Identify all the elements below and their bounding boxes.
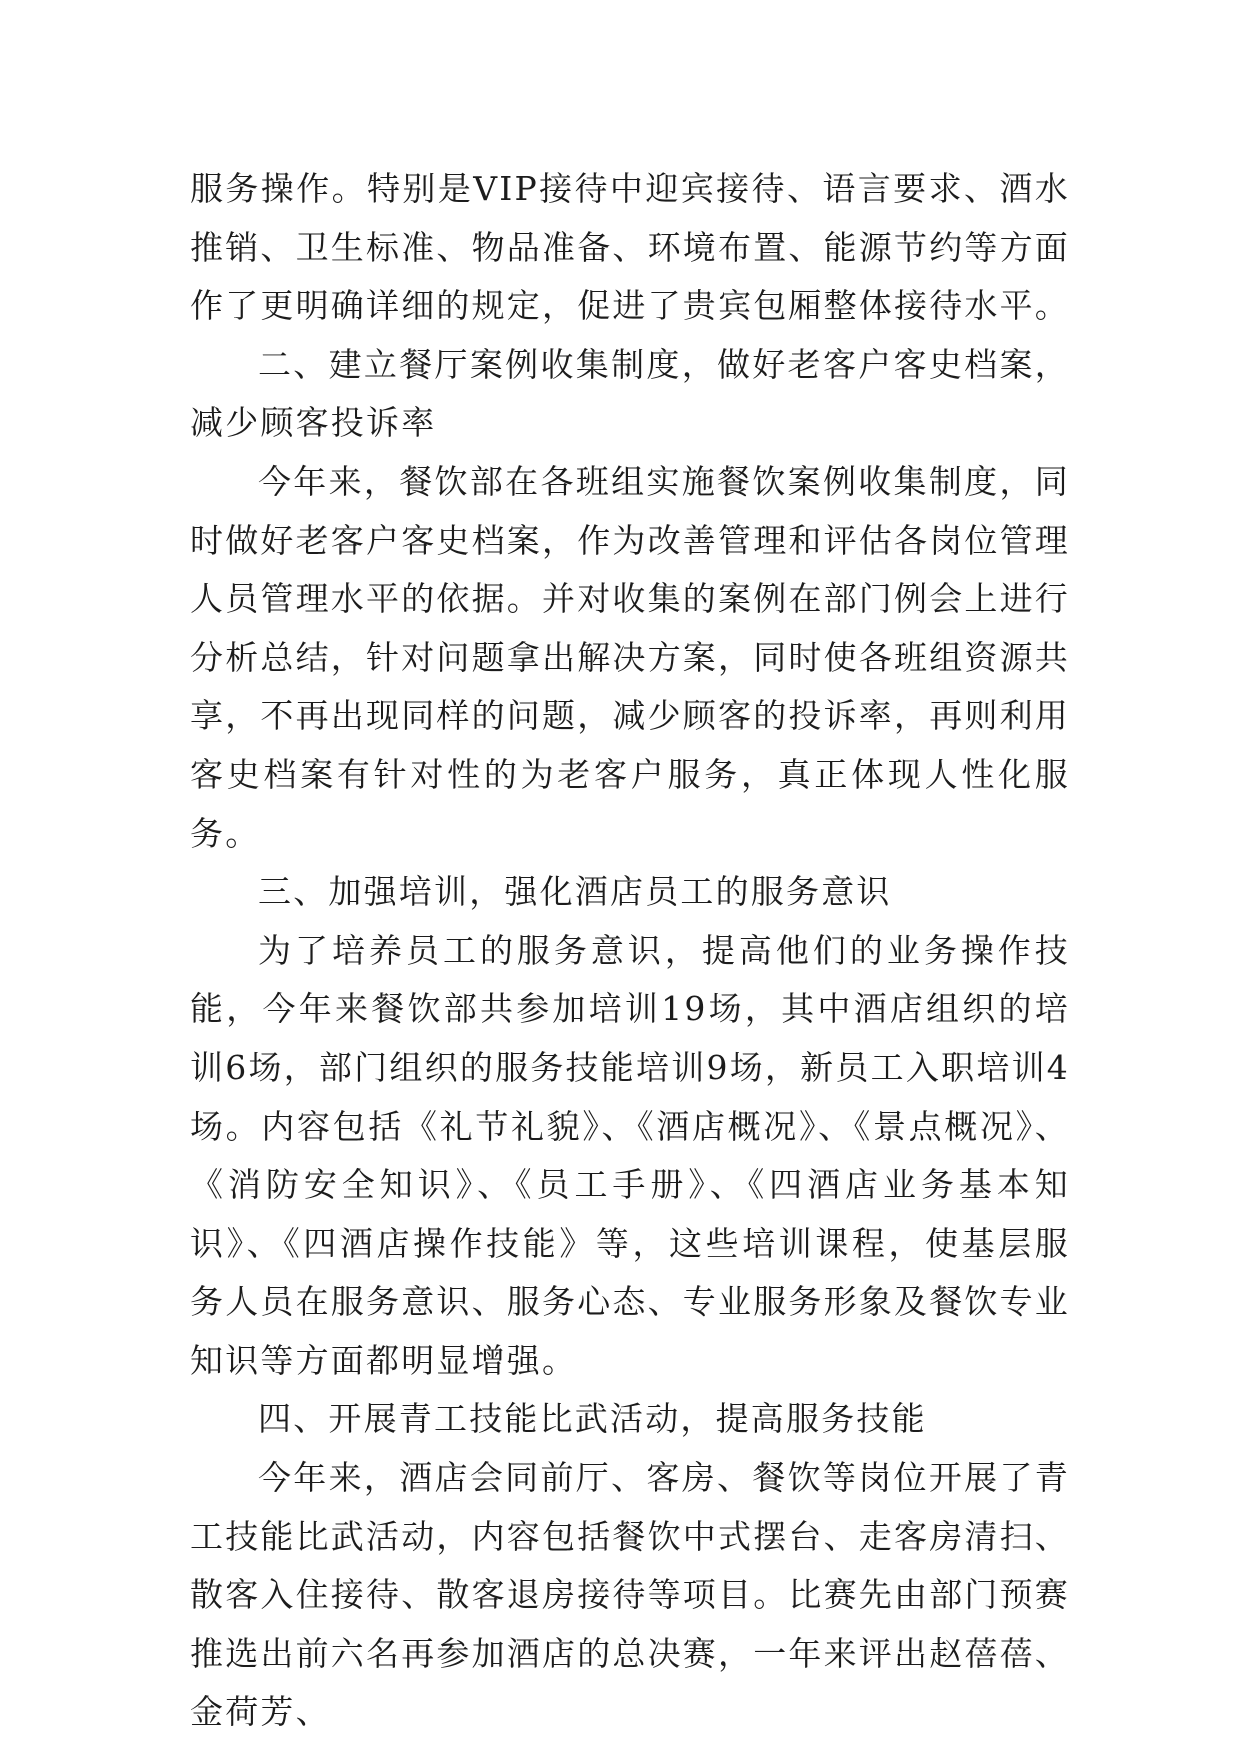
paragraph-vip-service: 服务操作。特别是VIP接待中迎宾接待、语言要求、酒水推销、卫生标准、物品准备、环境布置、能源节约等方面作了更明确详细的规定，促进了贵宾包厢整体接待水平。 [190, 169, 1070, 326]
section-heading-training: 三、加强培训，强化酒店员工的服务意识 [258, 872, 892, 912]
document-body [190, 160, 1070, 1742]
paragraph-skills-competition: 今年来，酒店会同前厅、客房、餐饮等岗位开展了青工技能比武活动，内容包括餐饮中式摆台、走客房清扫、散客入住接待、散客退房接待等项目。比赛先由部门预赛推选出前六名再参加酒店的总决赛，一年来评出赵蓓蓓、金荷芳、 [190, 1458, 1070, 1732]
paragraph-training: 为了培养员工的服务意识，提高他们的业务操作技能，今年来餐饮部共参加培训19场，其中酒店组织的培训6场，部门组织的服务技能培训9场，新员工入职培训4场。内容包括《礼节礼貌》、《酒店概况》、《景点概况》、《消防安全知识》、《员工手册》、《四酒店业务基本知识》、《四酒店操作技能》等，这些培训课程，使基层服务人员在服务意识、服务心态、专业服务形象及餐饮专业知识等方面都明显增强。 [190, 930, 1070, 1380]
section-heading-case-collection: 二、建立餐厅案例收集制度，做好老客户客史档案，减少顾客投诉率 [190, 344, 1070, 443]
section-heading-skills-competition: 四、开展青工技能比武活动，提高服务技能 [258, 1399, 927, 1439]
paragraph-case-collection: 今年来，餐饮部在各班组实施餐饮案例收集制度，同时做好老客户客史档案，作为改善管理和评估各岗位管理人员管理水平的依据。并对收集的案例在部门例会上进行分析总结，针对问题拿出解决方案，同时使各班组资源共享，不再出现同样的问题，减少顾客的投诉率，再则利用客史档案有针对性的为老客户服务，真正体现人性化服务。 [190, 461, 1070, 853]
